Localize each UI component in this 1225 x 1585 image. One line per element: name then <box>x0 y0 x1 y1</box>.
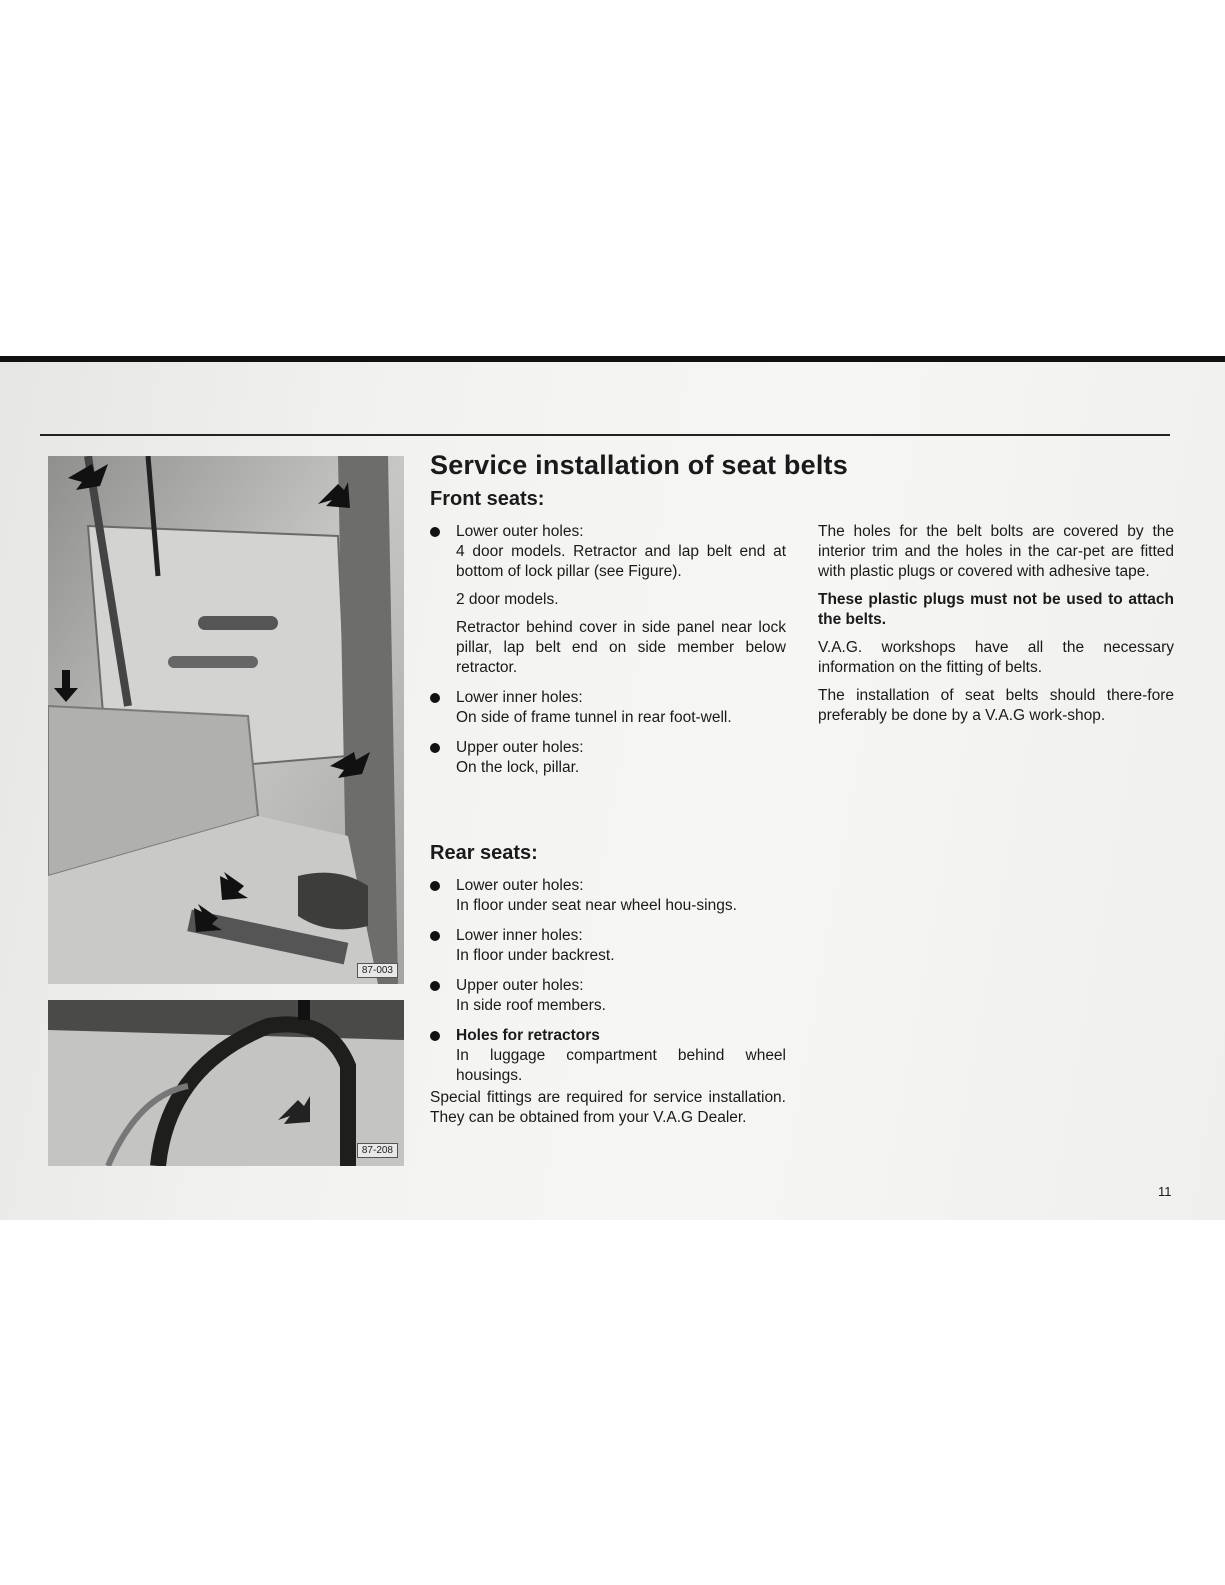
list-item <box>430 738 786 778</box>
bullet-icon <box>430 693 440 703</box>
item-text: On the lock, pillar. <box>456 759 580 776</box>
figure-rear-retractor-location <box>48 1000 404 1166</box>
bullet-icon <box>430 743 440 753</box>
list-item <box>430 876 786 916</box>
paragraph: The holes for the belt bolts are covered by the interior trim and the holes in the car-pet are fitted with plastic plugs or covered with adhesive tape. <box>818 523 1174 580</box>
item-label: Lower inner holes: <box>456 927 583 944</box>
page-number: 11 <box>1158 1184 1172 1199</box>
item-text: In floor under seat near wheel hou-sings. <box>456 897 737 914</box>
front-seats-heading: Front seats: <box>430 488 545 510</box>
bullet-icon <box>430 881 440 891</box>
item-label: Lower outer holes: <box>456 877 584 894</box>
item-label: Upper outer holes: <box>456 739 584 756</box>
manual-page <box>0 356 1225 1220</box>
rear-seats-heading: Rear seats: <box>430 842 538 864</box>
bullet-icon <box>430 981 440 991</box>
item-text: 2 door models. <box>456 591 559 608</box>
rear-seats-section <box>430 876 786 1136</box>
right-column <box>818 522 1174 734</box>
item-text: In luggage compartment behind wheel housings. <box>456 1047 786 1084</box>
car-interior-photo <box>48 456 404 984</box>
warning-paragraph: These plastic plugs must not be used to attach the belts. <box>818 591 1174 628</box>
item-text: On side of frame tunnel in rear foot-well. <box>456 709 732 726</box>
item-label: Lower inner holes: <box>456 689 583 706</box>
list-item <box>430 926 786 966</box>
front-seats-section <box>430 522 786 788</box>
item-text: In side roof members. <box>456 997 606 1014</box>
figure-label: 87-208 <box>357 1143 398 1158</box>
bullet-icon <box>430 931 440 941</box>
page-top-edge <box>0 356 1225 362</box>
header-rule <box>40 434 1170 436</box>
list-item <box>430 688 786 728</box>
paragraph: The installation of seat belts should there-fore preferably be done by a V.A.G work-shop. <box>818 687 1174 724</box>
bullet-icon <box>430 1031 440 1041</box>
list-item <box>430 976 786 1016</box>
special-fittings-note: Special fittings are required for service installation. They can be obtained from your V.A.G Dealer. <box>430 1089 786 1126</box>
page-title: Service installation of seat belts <box>430 450 848 480</box>
paragraph: V.A.G. workshops have all the necessary information on the fitting of belts. <box>818 639 1174 676</box>
list-item <box>430 1026 786 1086</box>
item-text: Retractor behind cover in side panel near lock pillar, lap belt end on side member below retractor. <box>456 619 786 676</box>
item-text: 4 door models. Retractor and lap belt end at bottom of lock pillar (see Figure). <box>456 543 786 580</box>
list-item <box>430 522 786 678</box>
figure-label: 87-003 <box>357 963 398 978</box>
item-label: Lower outer holes: <box>456 523 584 540</box>
bullet-icon <box>430 527 440 537</box>
luggage-compartment-photo <box>48 1000 404 1166</box>
item-label: Upper outer holes: <box>456 977 584 994</box>
item-text: In floor under backrest. <box>456 947 615 964</box>
item-label: Holes for retractors <box>456 1027 600 1044</box>
figure-front-seat-anchor-points <box>48 456 404 984</box>
